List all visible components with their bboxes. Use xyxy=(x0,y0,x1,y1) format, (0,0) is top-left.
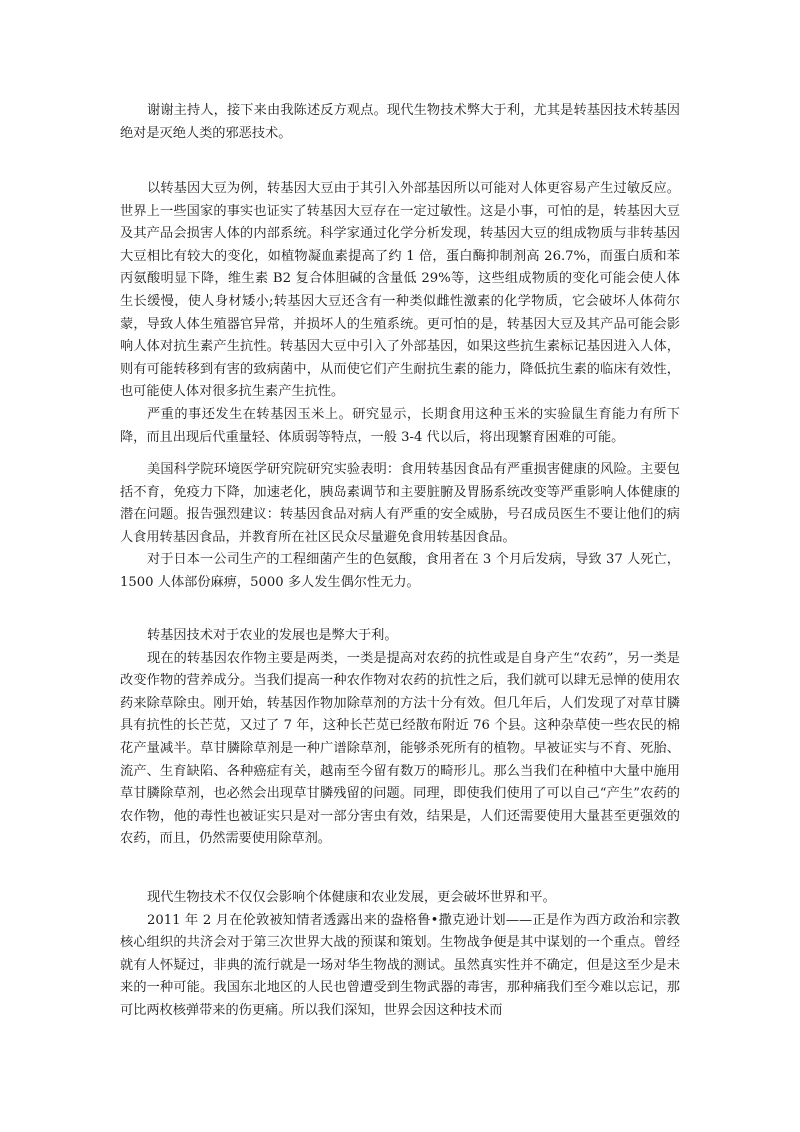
paragraph: 现代生物技术不仅仅会影响个体健康和农业发展，更会破坏世界和平。 xyxy=(147,890,556,905)
section-world-peace xyxy=(120,887,680,1023)
section-soybean xyxy=(120,178,680,449)
paragraph: 美国科学院环境医学研究院研究实验表明：食用转基因食品有严重损害健康的风险。主要包括不育，免疫力下降，加速老化，胰岛素调节和主要脏腑及胃肠系统改变等严重影响人体健康的潜在问题。报告强烈建议：转基因食品对病人有严重的安全威胁，号召成员医生不要让他们的病人食用转基因食品，并教育所在社区民众尽量避免食用转基因食品。 xyxy=(120,462,680,545)
paragraph: 现在的转基因农作物主要是两类，一类是提高对农药的抗性或是自身产生“农药”，另一类是改变作物的营养成分。当我们提高一种农作物对农药的抗性之后，我们就可以肆无忌惮的使用农药来除草除虫。刚开始，转基因作物加除草剂的方法十分有效。但几年后，人们发现了对草甘膦具有抗性的长芒苋，又过了 7 年，这种长芒苋已经散布附近 76 个县。这种杂草使一些农民的棉花产量减半。草甘膦除草剂是一种广谱除草剂，能够杀死所有的植物。早被证实与不育、死胎、流产、生育缺陷、各种癌症有关，越南至今留有数万的畸形儿。那么当我们在种植中大量中施用草甘膦除草剂，也必然会出现草甘膦残留的问题。同理，即使我们使用了可以自己“产生”农药的农作物，他的毒性也被证实只是对一部分害虫有效，结果是，人们还需要使用大量甚至更强效的农药，而且，仍然需要使用除草剂。 xyxy=(120,650,680,847)
paragraph: 以转基因大豆为例，转基因大豆由于其引入外部基因所以可能对人体更容易产生过敏反应。世界上一些国家的事实也证实了转基因大豆存在一定过敏性。这是小事，可怕的是，转基因大豆及其产品会损害人体的内部系统。科学家通过化学分析发现，转基因大豆的组成物质与非转基因大豆相比有较大的变化，如植物凝血素提高了约 1 倍，蛋白酶抑制剂高 26.7%，而蛋白质和苯丙氨酸明显下降，维生素 B2 复合体胆碱的含量低 29%等，这些组成物质的变化可能会使人体生长缓慢，使人身材矮小;转基因大豆还含有一种类似雌性激素的化学物质，它会破坏人体荷尔蒙，导致人体生殖器官异常，并损坏人的生殖系统。更可怕的是，转基因大豆及其产品可能会影响人体对抗生素产生抗性。转基因大豆中引入了外部基因，如果这些抗生素标记基因进入人体，则有可能转移到有害的致病菌中，从而使它们产生耐抗生素的能力，降低抗生素的临床有效性，也可能使人体对很多抗生素产生抗性。 xyxy=(120,181,680,400)
paragraph: 2011 年 2 月在伦敦被知情者透露出来的盎格鲁•撒克逊计划——正是作为西方政治和宗教核心组织的共济会对于第三次世界大战的预谋和策划。生物战争便是其中谋划的一个重点。曾经就有人怀疑过，非典的流行就是一场对华生物战的测试。虽然真实性并不确定，但是这至少是未来的一种可能。我国东北地区的人民也曾遭受到生物武器的毒害，那种痛我们至今难以忘记，那可比两枚核弹带来的伤更痛。所以我们深知，世界会因这种技术而 xyxy=(120,912,680,1018)
paragraph: 对于日本一公司生产的工程细菌产生的色氨酸，食用者在 3 个月后发病，导致 37 人死亡，1500 人体部份麻痹，5000 多人发生偶尔性无力。 xyxy=(120,552,680,590)
section-health-research xyxy=(120,459,680,595)
section-opening xyxy=(120,100,680,145)
section-agriculture xyxy=(120,625,680,851)
paragraph: 谢谢主持人，接下来由我陈述反方观点。现代生物技术弊大于利，尤其是转基因技术转基因绝对是灭绝人类的邪恶技术。 xyxy=(120,103,680,141)
paragraph: 转基因技术对于农业的发展也是弊大于利。 xyxy=(147,628,398,643)
paragraph: 严重的事还发生在转基因玉米上。研究显示，长期食用这种玉米的实验鼠生育能力有所下降，而且出现后代重量轻、体质弱等特点，一般 3-4 代以后，将出现繁育困难的可能。 xyxy=(120,406,680,445)
